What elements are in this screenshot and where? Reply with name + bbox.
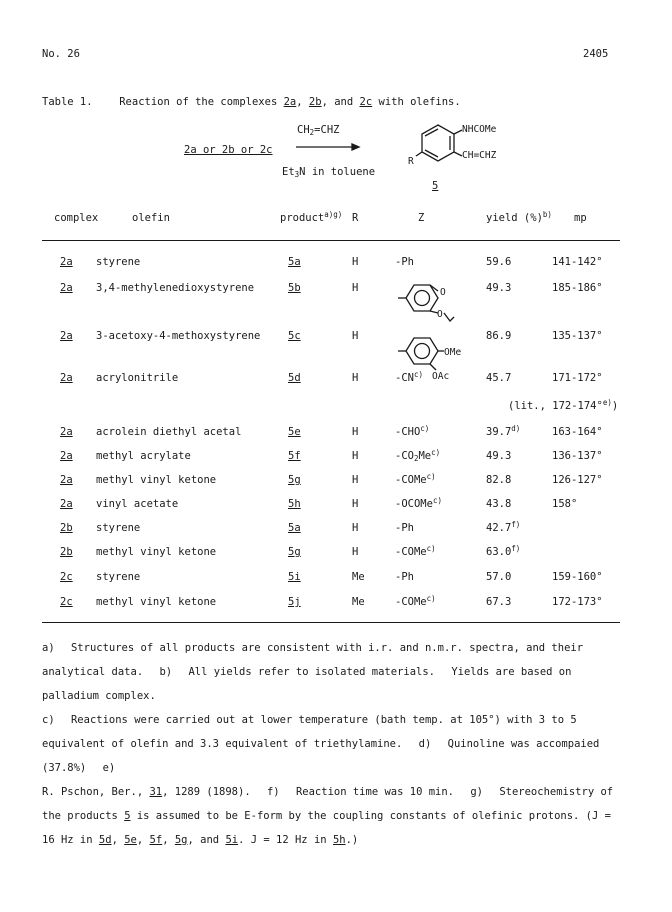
cell-complex: 2a (60, 330, 73, 342)
cell-product: 5d (288, 372, 301, 384)
cell-olefin: methyl vinyl ketone (96, 596, 217, 608)
cell-yield: 43.8 (486, 498, 512, 510)
table-top-rule (42, 240, 620, 241)
cell-complex: 2c (60, 596, 73, 608)
cell-product: 5g (288, 474, 301, 486)
cell-product: 5a (288, 522, 301, 534)
cell-r: H (352, 282, 359, 294)
scheme-reagent-above: $CH_2=CHZ$ (297, 124, 340, 137)
cell-z: -COMe$^{c)}$ (395, 472, 436, 486)
cell-complex: 2a (60, 426, 73, 438)
cell-mp: 141-142° (552, 256, 603, 268)
cell-yield: 67.3 (486, 596, 512, 608)
cell-mp: 172-173° (552, 596, 603, 608)
cell-yield: 49.3 (486, 282, 512, 294)
struct-c-ome: OMe (444, 347, 462, 358)
scheme-reactants: 2a or 2b or 2c (184, 144, 273, 156)
col-header-mp: mp (574, 212, 587, 224)
col-header-olefin: olefin (132, 212, 170, 224)
cell-mp: 185-186° (552, 282, 603, 294)
cell-yield: 39.7$^{d)}$ (486, 424, 521, 438)
struct-c-oac: OAc (432, 371, 450, 382)
cell-product: 5g (288, 546, 301, 558)
cell-complex: 2a (60, 372, 73, 384)
cell-complex: 2b (60, 522, 73, 534)
cell-yield: 63.0$^{f)}$ (486, 544, 521, 558)
cell-r: H (352, 450, 359, 462)
cell-olefin: styrene (96, 571, 141, 583)
cell-mp: 158° (552, 498, 578, 510)
cell-z: $-CO_2Me^{c)}$ (395, 448, 441, 463)
cell-product: 5h (288, 498, 301, 510)
cell-r: Me (352, 596, 365, 608)
col-header-z: Z (418, 212, 425, 224)
cell-r: H (352, 522, 359, 534)
footnote-c: c) Reactions were carried out at lower temperature (bath temp. at 105°) with 3 to 5 equivalent of olefin and 3.3 equivalent of triethylamine. d) Quinoline was accompaied (37.8%) e) (42, 714, 600, 774)
methylenedioxyphenyl-structure-icon (398, 281, 468, 331)
cell-olefin: methyl vinyl ketone (96, 546, 217, 558)
col-header-r: R (352, 212, 359, 224)
footnote-e: R. Pschon, Ber., 31, 1289 (1898). f) Reaction time was 10 min. g) Stereochemistry of the products 5 is assumed to be E-form by the coupling constants of olefinic protons. (J = 16 Hz in 5d, 5e, 5f, 5g, and 5i. J = 12 Hz in 5h.) (42, 786, 614, 846)
cell-yield: 57.0 (486, 571, 512, 583)
cell-r: H (352, 546, 359, 558)
cell-mp: 126-127° (552, 474, 603, 486)
cell-lit-note: (lit., 172-174°$^{e)}$) (508, 398, 619, 412)
cell-z: -Ph (395, 256, 414, 268)
cell-olefin: acrylonitrile (96, 372, 179, 384)
cell-mp: 159-160° (552, 571, 603, 583)
cell-product: 5f (288, 450, 301, 462)
table-caption-label: Table 1. (42, 96, 93, 108)
cell-olefin: 3-acetoxy-4-methoxystyrene (96, 330, 261, 342)
cell-complex: 2a (60, 282, 73, 294)
cell-complex: 2a (60, 450, 73, 462)
cell-product: 5a (288, 256, 301, 268)
product-substituent-right: CH=CHZ (462, 150, 497, 161)
cell-r: H (352, 498, 359, 510)
cell-z: -OCOMe$^{c)}$ (395, 496, 442, 510)
page-number: 2405 (583, 48, 609, 60)
table-caption (42, 96, 461, 108)
journal-issue: No. 26 (42, 48, 80, 60)
cell-yield: 82.8 (486, 474, 512, 486)
cell-yield: 86.9 (486, 330, 512, 342)
cell-r: H (352, 372, 359, 384)
col-header-yield: yield (%)$^{b)}$ (486, 210, 552, 224)
cell-olefin: styrene (96, 256, 141, 268)
cell-product: 5e (288, 426, 301, 438)
cell-complex: 2a (60, 256, 73, 268)
struct-b-o1: O (440, 287, 446, 298)
table-caption-text: Reaction of the complexes 2a, 2b, and 2c with olefins. (119, 96, 461, 108)
cell-z: -COMe$^{c)}$ (395, 544, 436, 558)
cell-r: H (352, 426, 359, 438)
cell-yield: 45.7 (486, 372, 512, 384)
cell-olefin: vinyl acetate (96, 498, 179, 510)
footnote-a: a) Structures of all products are consistent with i.r. and n.m.r. spectra, and their analytical data. b) All yields refer to isolated materials. Yields are based on palladium complex. (42, 642, 584, 702)
cell-yield: 59.6 (486, 256, 512, 268)
table-bottom-rule (42, 622, 620, 623)
cell-r: H (352, 474, 359, 486)
col-header-product: product$^{a)g)}$ (280, 210, 343, 224)
cell-r: H (352, 256, 359, 268)
cell-complex: 2c (60, 571, 73, 583)
scheme-reagent-below: $Et_3N$ in toluene (282, 166, 376, 179)
cell-olefin: methyl acrylate (96, 450, 191, 462)
cell-olefin: styrene (96, 522, 141, 534)
reaction-arrow-icon (296, 142, 360, 152)
cell-yield: 42.7$^{f)}$ (486, 520, 521, 534)
col-header-complex: complex (54, 212, 99, 224)
cell-r: H (352, 330, 359, 342)
cell-complex: 2a (60, 498, 73, 510)
cell-product: 5i (288, 571, 301, 583)
cell-z: -Ph (395, 522, 414, 534)
cell-z: -CN$^{c)}$ (395, 370, 423, 384)
cell-mp: 163-164° (552, 426, 603, 438)
cell-z: -Ph (395, 571, 414, 583)
cell-r: Me (352, 571, 365, 583)
struct-b-o2: O (437, 309, 443, 320)
cell-complex: 2a (60, 474, 73, 486)
cell-olefin: 3,4-methylenedioxystyrene (96, 282, 255, 294)
cell-mp: 171-172° (552, 372, 603, 384)
cell-complex: 2b (60, 546, 73, 558)
footnotes (42, 636, 622, 852)
cell-product: 5j (288, 596, 301, 608)
product-substituent-top: NHCOMe (462, 124, 497, 135)
cell-product: 5b (288, 282, 301, 294)
cell-z: -CHO$^{c)}$ (395, 424, 430, 438)
cell-product: 5c (288, 330, 301, 342)
cell-olefin: methyl vinyl ketone (96, 474, 217, 486)
cell-mp: 136-137° (552, 450, 603, 462)
cell-mp: 135-137° (552, 330, 603, 342)
cell-yield: 49.3 (486, 450, 512, 462)
product-label: 5 (432, 180, 439, 192)
acetoxymethoxyphenyl-structure-icon (398, 334, 478, 384)
cell-olefin: acrolein diethyl acetal (96, 426, 242, 438)
product-substituent-left: R (408, 156, 414, 167)
cell-z: -COMe$^{c)}$ (395, 594, 436, 608)
